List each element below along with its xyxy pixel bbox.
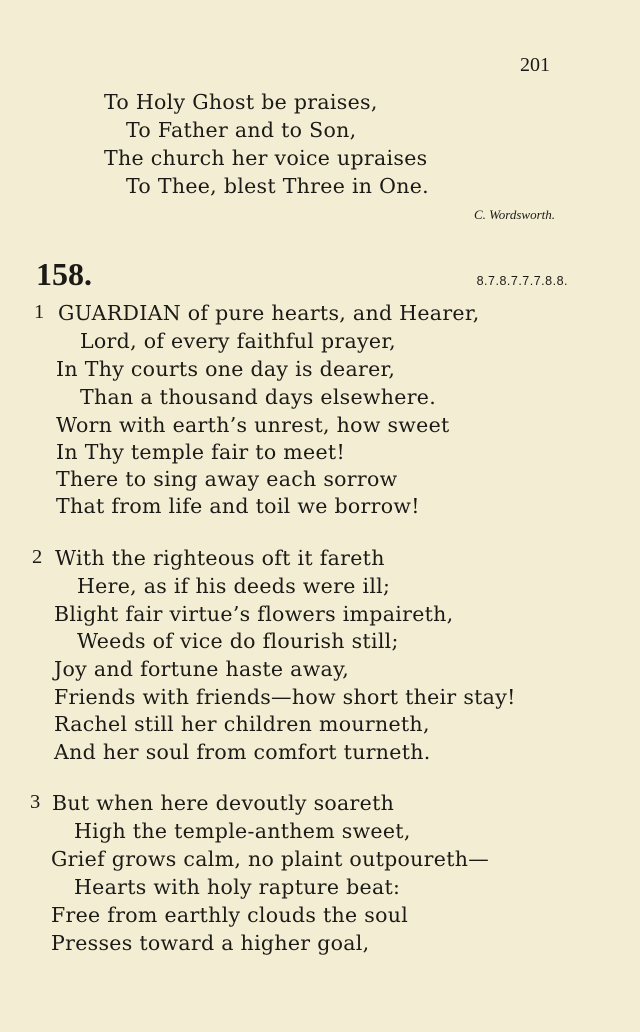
verse-line: GUARDIAN of pure hearts, and Hearer, — [58, 301, 480, 325]
verse-line: Free from earthly clouds the soul — [51, 903, 409, 927]
verse-number: 1 — [34, 301, 45, 323]
hymn-meter: 8.7.8.7.7.7.8.8. — [476, 274, 568, 288]
verse-line: Hearts with holy rapture beat: — [74, 875, 401, 899]
verse-line: Presses toward a higher goal, — [51, 931, 370, 955]
hymn-author: C. Wordsworth. — [473, 207, 555, 222]
verse-line: Than a thousand days elsewhere. — [80, 385, 437, 409]
verse-line: Worn with earth’s unrest, how sweet — [56, 413, 450, 437]
verse-line: Grief grows calm, no plaint outpoureth— — [51, 847, 490, 871]
prev-hymn-line: To Holy Ghost be praises, — [104, 90, 378, 114]
verse-line: Rachel still her children mourneth, — [54, 712, 430, 736]
verse-line: Here, as if his deeds were ill; — [77, 574, 391, 598]
verse-line: Weeds of vice do flourish still; — [77, 629, 399, 653]
verse-line: But when here devoutly soareth — [52, 791, 395, 815]
verse-line: High the temple-anthem sweet, — [74, 819, 411, 843]
verse-number: 3 — [30, 791, 41, 813]
verse-line: Joy and fortune haste away, — [54, 657, 350, 681]
hymn-number: 158. — [36, 256, 92, 292]
verse-line: There to sing away each sorrow — [56, 467, 398, 491]
verse-line: Lord, of every faithful prayer, — [80, 329, 396, 353]
prev-hymn-line: To Thee, blest Three in One. — [126, 174, 429, 198]
verse-line: That from life and toil we borrow! — [56, 494, 420, 518]
verse-number: 2 — [32, 546, 43, 568]
verse-line: Blight fair virtue’s flowers impaireth, — [54, 602, 454, 626]
verse-line: In Thy courts one day is dearer, — [56, 357, 396, 381]
verse-line: And her soul from comfort turneth. — [54, 740, 431, 764]
verse-line: Friends with friends—how short their stay! — [54, 685, 516, 709]
prev-hymn-line: The church her voice upraises — [104, 146, 428, 170]
prev-hymn-line: To Father and to Son, — [126, 118, 357, 142]
verse-line: With the righteous oft it fareth — [55, 546, 385, 570]
page-number: 201 — [520, 54, 550, 76]
verse-line: In Thy temple fair to meet! — [56, 440, 345, 464]
